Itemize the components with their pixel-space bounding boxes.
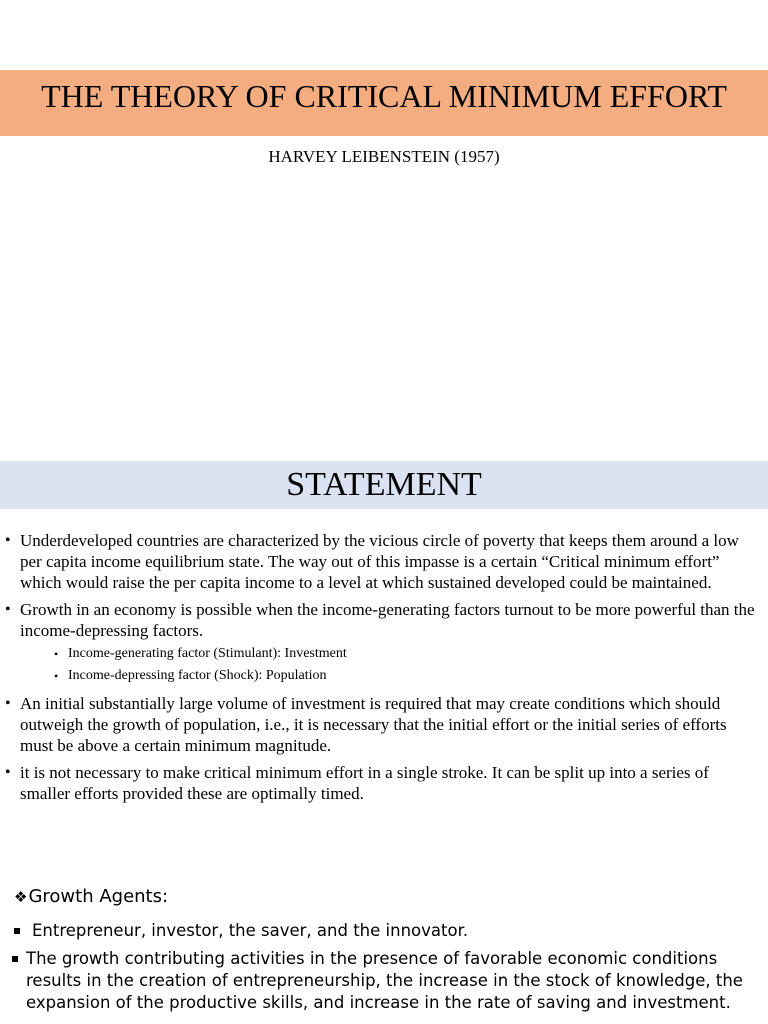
slide-title: THE THEORY OF CRITICAL MINIMUM EFFORT [41,78,727,114]
statement-bullet-list [0,530,768,810]
square-bullet-icon [14,928,20,934]
bullet-dot-icon: • [54,647,59,661]
diamond-star-icon: ❖ [14,888,28,906]
bullet-text: it is not necessary to make critical minimum effort in a single stroke. It can be split up into a series of smaller efforts provided these are optimally timed. [20,763,709,803]
sub-list-item [20,643,762,665]
growth-agents-heading [14,884,168,910]
sub-list-item [20,665,762,687]
bullet-dot-icon: • [5,695,11,712]
square-bullet-icon [12,956,18,962]
sub-bullet-list [20,643,762,687]
list-item [0,920,768,942]
list-item [0,693,768,756]
bullet-dot-icon: • [54,669,59,683]
sub-bullet-text: Income-depressing factor (Shock): Population [68,668,327,683]
list-item [0,948,768,1014]
list-item [0,530,768,593]
list-item [0,762,768,804]
bullet-text: Underdeveloped countries are characterized by the vicious circle of poverty that keeps them around a low per capita income equilibrium state. The way out of this impasse is a certain “Critical minimum effort” which would raise the per capita income to a level at which sustained developed could be maintained. [20,531,739,592]
list-item [0,599,768,687]
growth-agents-heading-text: Growth Agents: [28,886,169,907]
statement-heading: STATEMENT [286,466,482,503]
agent-item-text: Entrepreneur, investor, the saver, and the innovator. [32,921,469,940]
bullet-dot-icon: • [5,601,11,618]
slide-subtitle: HARVEY LEIBENSTEIN (1957) [268,147,500,166]
growth-agents-list [0,920,768,1020]
bullet-dot-icon: • [5,764,11,781]
bullet-text: Growth in an economy is possible when the income-generating factors turnout to be more powerful than the income-depressing factors. [20,600,755,640]
bullet-text: An initial substantially large volume of investment is required that may create conditions which should outweigh the growth of population, i.e., it is necessary that the initial effort or the initial series of efforts must be above a certain minimum magnitude. [20,694,727,755]
bullet-dot-icon: • [5,532,11,549]
sub-bullet-text: Income-generating factor (Stimulant): Investment [68,646,347,661]
agent-item-text: The growth contributing activities in the presence of favorable economic conditions results in the creation of entrepreneurship, the increase in the stock of knowledge, the expansion of the productive skills, and increase in the rate of saving and investment. [26,949,743,1012]
